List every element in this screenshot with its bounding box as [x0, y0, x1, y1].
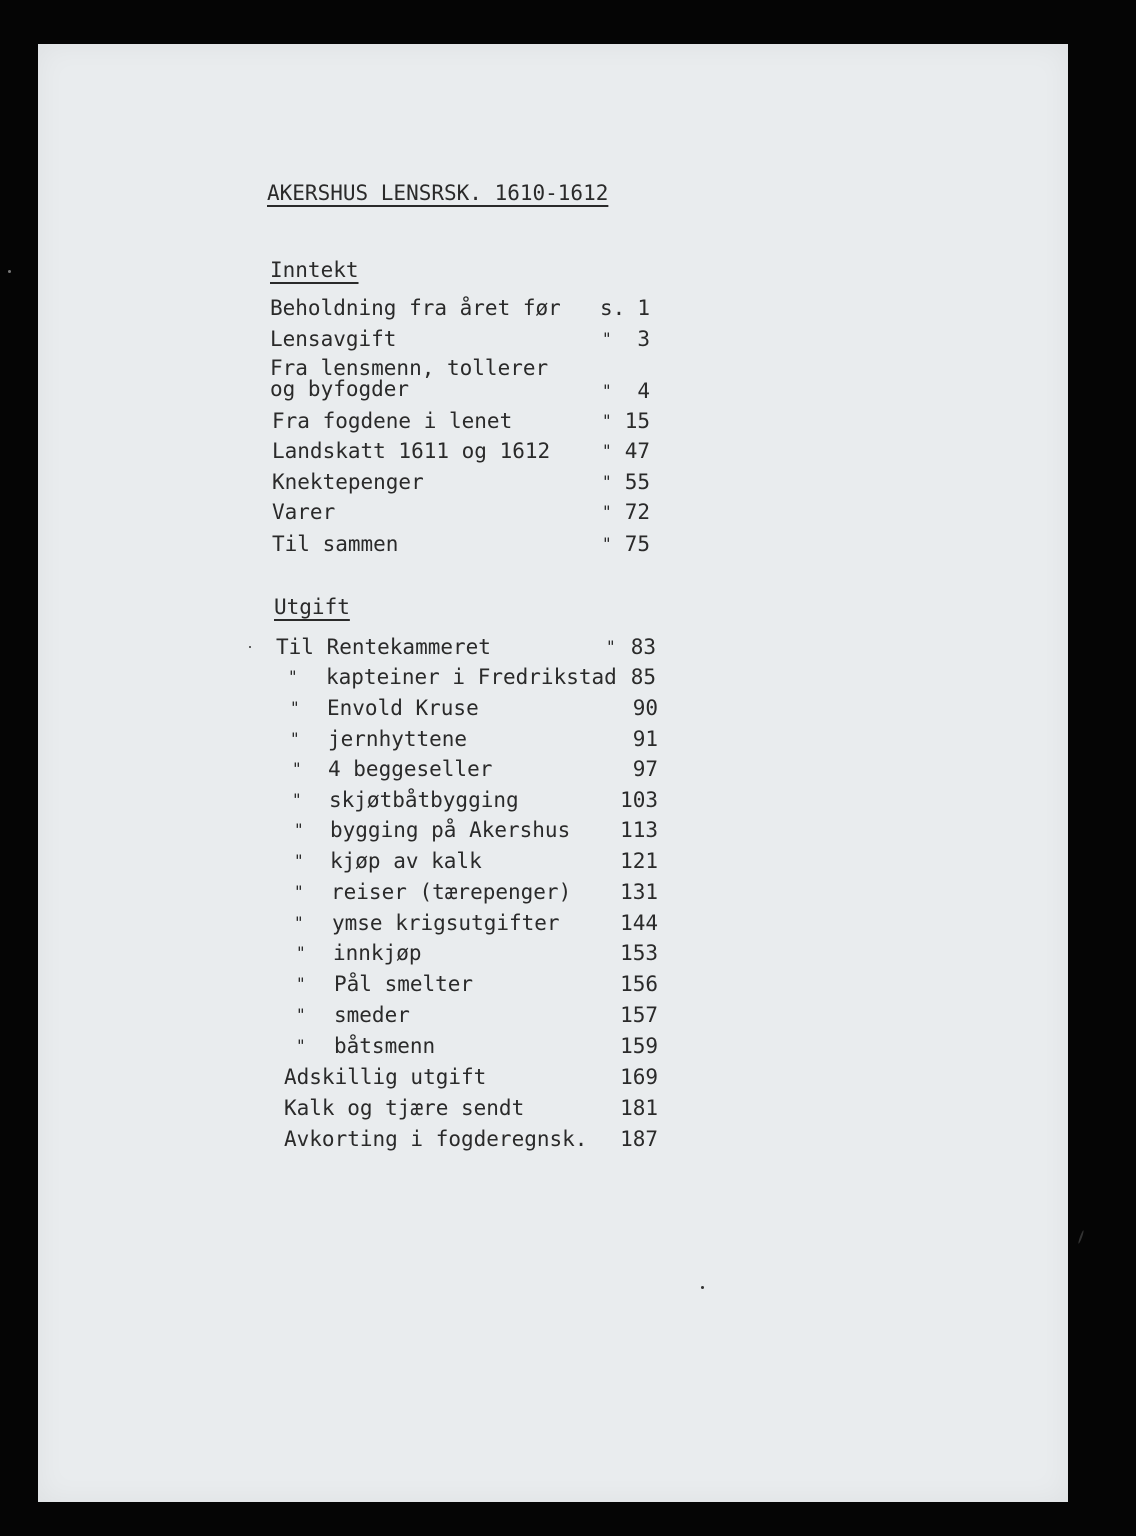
expense-row — [284, 1097, 674, 1125]
expense-row — [296, 973, 676, 1001]
document-page — [38, 44, 1068, 1502]
scan-speck — [701, 1286, 704, 1289]
income-row-label: Lensavgift — [270, 327, 397, 351]
expense-row — [284, 1128, 674, 1156]
ditto-mark: " — [296, 943, 306, 962]
expense-row-label: Til Rentekammeret — [276, 635, 491, 659]
expense-row-page: 91 — [632, 727, 658, 751]
ditto-mark: " — [296, 974, 306, 993]
income-row-label: Fra lensmenn, tollerer og byfogder — [270, 356, 549, 401]
expense-row-label: smeder — [334, 1003, 410, 1027]
expense-row — [290, 697, 670, 725]
expense-row — [296, 1035, 676, 1063]
expense-row — [294, 819, 674, 847]
scan-speck — [8, 270, 11, 273]
expense-row-label: skjøtbåtbygging — [329, 788, 519, 812]
income-row — [272, 440, 672, 468]
expense-row — [296, 942, 676, 970]
expense-row-page: 131 — [620, 880, 658, 904]
document-title: AKERSHUS LENSRSK. 1610-1612 — [267, 181, 609, 205]
expense-row-label: kjøp av kalk — [330, 849, 482, 873]
expense-row-label: jernhyttene — [328, 727, 468, 751]
income-heading: Inntekt — [270, 258, 359, 282]
ditto-mark: " — [296, 1036, 306, 1055]
expense-row-page: 156 — [620, 972, 658, 996]
income-row-page: 1 — [637, 296, 650, 320]
document-body — [38, 44, 1068, 1502]
expense-row-page: 113 — [620, 818, 658, 842]
ditto-mark: " — [292, 759, 302, 778]
income-row-label: Varer — [272, 500, 336, 524]
income-row — [272, 471, 672, 499]
ditto-mark: " — [602, 502, 612, 521]
expense-row-label: Adskillig utgift — [284, 1065, 487, 1089]
expense-row-page: 159 — [620, 1034, 658, 1058]
expense-row-page: 169 — [620, 1065, 658, 1089]
expense-row-page: 90 — [632, 696, 658, 720]
expense-row-label: Kalk og tjære sendt — [284, 1096, 525, 1120]
ditto-mark: " — [290, 729, 300, 748]
income-row — [270, 328, 670, 356]
expense-row-page: 181 — [620, 1096, 658, 1120]
expense-row — [276, 636, 666, 664]
expense-row-page: 153 — [620, 941, 658, 965]
expense-row-label: båtsmenn — [334, 1034, 436, 1058]
income-row-label: Landskatt 1611 og 1612 — [272, 439, 551, 463]
expense-row-label: ymse krigsutgifter — [332, 911, 560, 935]
scan-speck — [249, 646, 251, 648]
expense-row-label: Pål smelter — [334, 972, 474, 996]
income-row — [270, 358, 670, 404]
ditto-mark: " — [288, 667, 298, 686]
income-row-page: 72 — [624, 500, 650, 524]
page-prefix: s. — [600, 296, 626, 320]
ditto-mark: " — [602, 411, 612, 430]
income-row — [272, 533, 672, 561]
income-row-page: 47 — [624, 439, 650, 463]
ditto-mark: " — [294, 820, 304, 839]
expense-row-page: 187 — [620, 1127, 658, 1151]
expense-row-label: innkjøp — [333, 941, 422, 965]
expense-row-label: Envold Kruse — [327, 696, 479, 720]
income-row-label: Til sammen — [272, 532, 399, 556]
expense-row-label: bygging på Akershus — [330, 818, 571, 842]
ditto-mark: " — [290, 698, 300, 717]
ditto-mark: " — [602, 329, 612, 348]
expense-row-page: 157 — [620, 1003, 658, 1027]
expense-row — [294, 850, 674, 878]
expense-row — [292, 758, 672, 786]
expense-row-page: 121 — [620, 849, 658, 873]
expense-row — [288, 666, 668, 694]
expense-row — [284, 1066, 674, 1094]
expense-row — [294, 912, 674, 940]
ditto-mark: " — [602, 441, 612, 460]
expense-row — [296, 1004, 676, 1032]
expense-row-label: 4 beggeseller — [328, 757, 493, 781]
expense-heading: Utgift — [274, 595, 350, 619]
ditto-mark: " — [602, 381, 612, 400]
ditto-mark: " — [294, 851, 304, 870]
ditto-mark: " — [606, 637, 616, 656]
income-row — [272, 410, 672, 438]
expense-row-label: reiser (tærepenger) — [331, 880, 572, 904]
income-row-page: 15 — [624, 409, 650, 433]
expense-row — [294, 881, 674, 909]
income-row-label: Fra fogdene i lenet — [272, 409, 513, 433]
expense-row — [290, 728, 670, 756]
ditto-mark: " — [602, 534, 612, 553]
expense-row-page: 103 — [620, 788, 658, 812]
expense-row-label: Avkorting i fogderegnsk. — [284, 1127, 588, 1151]
income-row-page: 3 — [637, 327, 650, 351]
income-row-label: Beholdning fra året før — [270, 296, 561, 320]
ditto-mark: " — [294, 882, 304, 901]
ditto-mark: " — [296, 1005, 306, 1024]
ditto-mark: " — [602, 472, 612, 491]
expense-row — [292, 789, 672, 817]
expense-row-page: 97 — [632, 757, 658, 781]
income-row-label: Knektepenger — [272, 470, 424, 494]
income-row-page: 4 — [637, 379, 650, 403]
ditto-mark: " — [292, 790, 302, 809]
expense-row-page: 144 — [620, 911, 658, 935]
expense-row-page: 85 — [630, 665, 656, 689]
income-row — [270, 297, 670, 325]
scan-speck — [1078, 1230, 1085, 1244]
expense-row-label: kapteiner i Fredrikstad — [326, 665, 617, 689]
ditto-mark: " — [294, 913, 304, 932]
income-row-page: 75 — [624, 532, 650, 556]
income-row — [272, 501, 672, 529]
expense-row-page: 83 — [630, 635, 656, 659]
income-row-page: 55 — [624, 470, 650, 494]
